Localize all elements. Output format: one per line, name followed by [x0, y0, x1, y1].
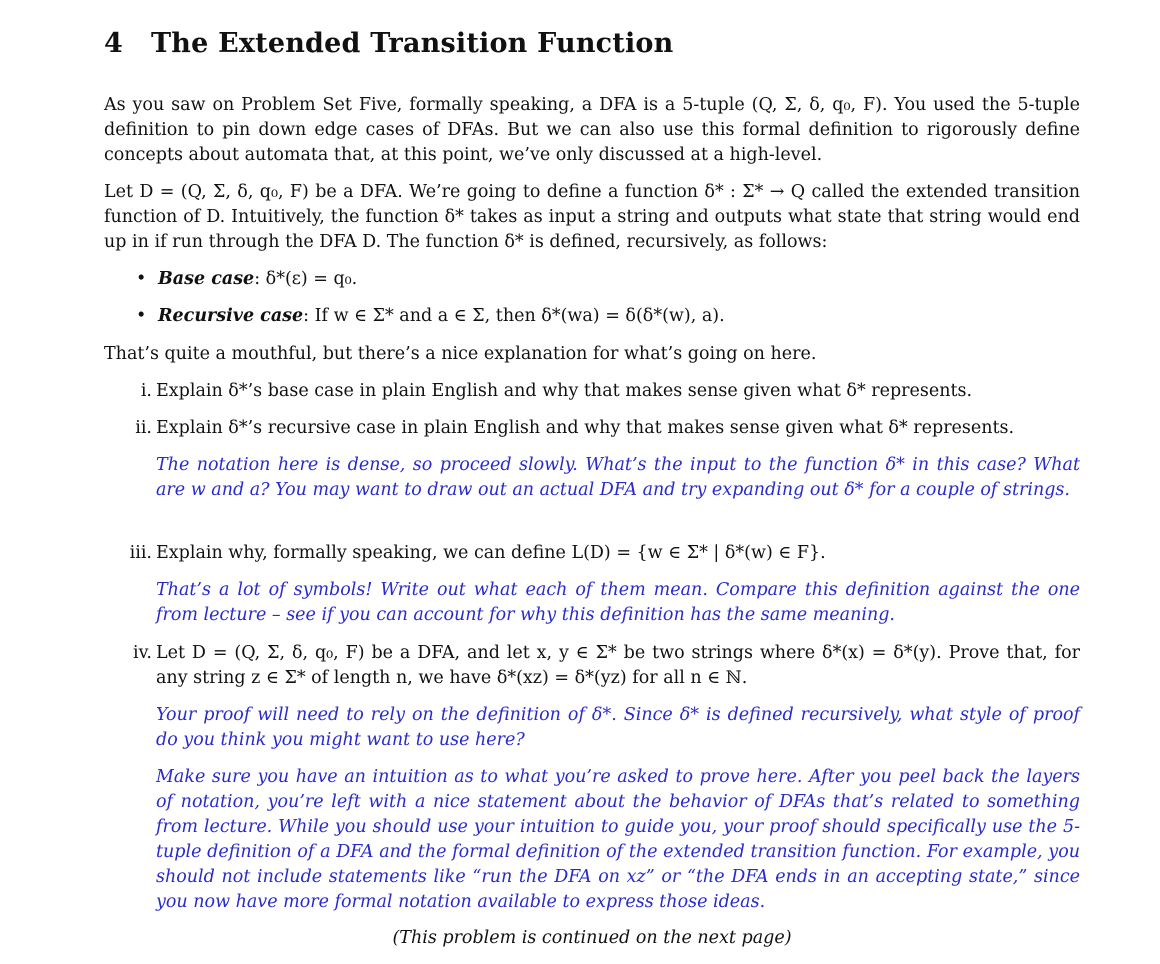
question-text: Explain δ*’s recursive case in plain English and why that makes sense given what δ* represents.	[156, 418, 1015, 438]
question-text: Explain why, formally speaking, we can define L(D) = {w ∈ Σ* | δ*(w) ∈ F}.	[156, 543, 826, 563]
base-case-term: Base case	[158, 269, 255, 289]
question-number: iv.	[133, 643, 152, 663]
question-number: iii.	[129, 543, 152, 563]
bullet-dot: •	[136, 306, 147, 326]
continued-note: (This problem is continued on the next page)	[392, 928, 792, 948]
recursive-case-term: Recursive case	[158, 306, 304, 326]
intro-paragraph-2: Let D = (Q, Σ, δ, q₀, F) be a DFA. We’re going to define a function δ* : Σ* → Q called the extended transition function of D. Intuitively, the function δ* takes as input a string and outputs what state that string would end up in if run through the DFA D. The function δ* is defined, recursively, as follows:	[104, 182, 1080, 252]
hint-iv-1: Your proof will need to rely on the definition of δ*. Since δ* is defined recursively, what style of proof do you think you might want to use here?	[156, 705, 1080, 750]
transition-paragraph: That’s quite a mouthful, but there’s a nice explanation for what’s going on here.	[104, 344, 817, 364]
hint-iii: That’s a lot of symbols! Write out what each of them mean. Compare this definition against the one from lecture – see if you can account for why this definition has the same meaning.	[156, 580, 1080, 625]
section-title: The Extended Transition Function	[151, 28, 674, 59]
hint-iv-2: Make sure you have an intuition as to what you’re asked to prove here. After you peel back the layers of notation, you’re left with a nice statement about the behavior of DFAs that’s related to something from lecture. While you should use your intuition to guide you, your proof should specifically use the 5-tuple definition of a DFA and the formal definition of the extended transition function. For example, you should not include statements like “run the DFA on xz” or “the DFA ends in an accepting state,” since you now have more formal notation available to express those ideas.	[156, 767, 1080, 912]
question-number: i.	[140, 381, 152, 401]
base-case-bullet	[136, 267, 357, 292]
recursive-case-bullet	[136, 304, 725, 329]
base-case-text: : δ*(ε) = q₀.	[254, 269, 358, 289]
question-number: ii.	[135, 418, 152, 438]
bullet-dot: •	[136, 269, 147, 289]
question-text: Let D = (Q, Σ, δ, q₀, F) be a DFA, and let x, y ∈ Σ* be two strings where δ*(x) = δ*(y). Prove that, for any string z ∈ Σ* of length n, we have δ*(xz) = δ*(yz) for all n ∈ ℕ.	[156, 643, 1080, 688]
intro-paragraph-1: As you saw on Problem Set Five, formally speaking, a DFA is a 5-tuple (Q, Σ, δ, q₀, F). You used the 5-tuple definition to pin down edge cases of DFAs. But we can also use this formal definition to rigorously define concepts about automata that, at this point, we’ve only discussed at a high-level.	[104, 95, 1080, 165]
question-text: Explain δ*’s base case in plain English and why that makes sense given what δ* represents.	[156, 381, 973, 401]
hint-ii: The notation here is dense, so proceed slowly. What’s the input to the function δ* in this case? What are w and a? You may want to draw out an actual DFA and try expanding out δ* for a couple of strings.	[156, 455, 1080, 500]
section-number: 4	[104, 28, 123, 59]
recursive-case-text: : If w ∈ Σ* and a ∈ Σ, then δ*(wa) = δ(δ*(w), a).	[303, 306, 725, 326]
section-heading	[104, 28, 673, 59]
